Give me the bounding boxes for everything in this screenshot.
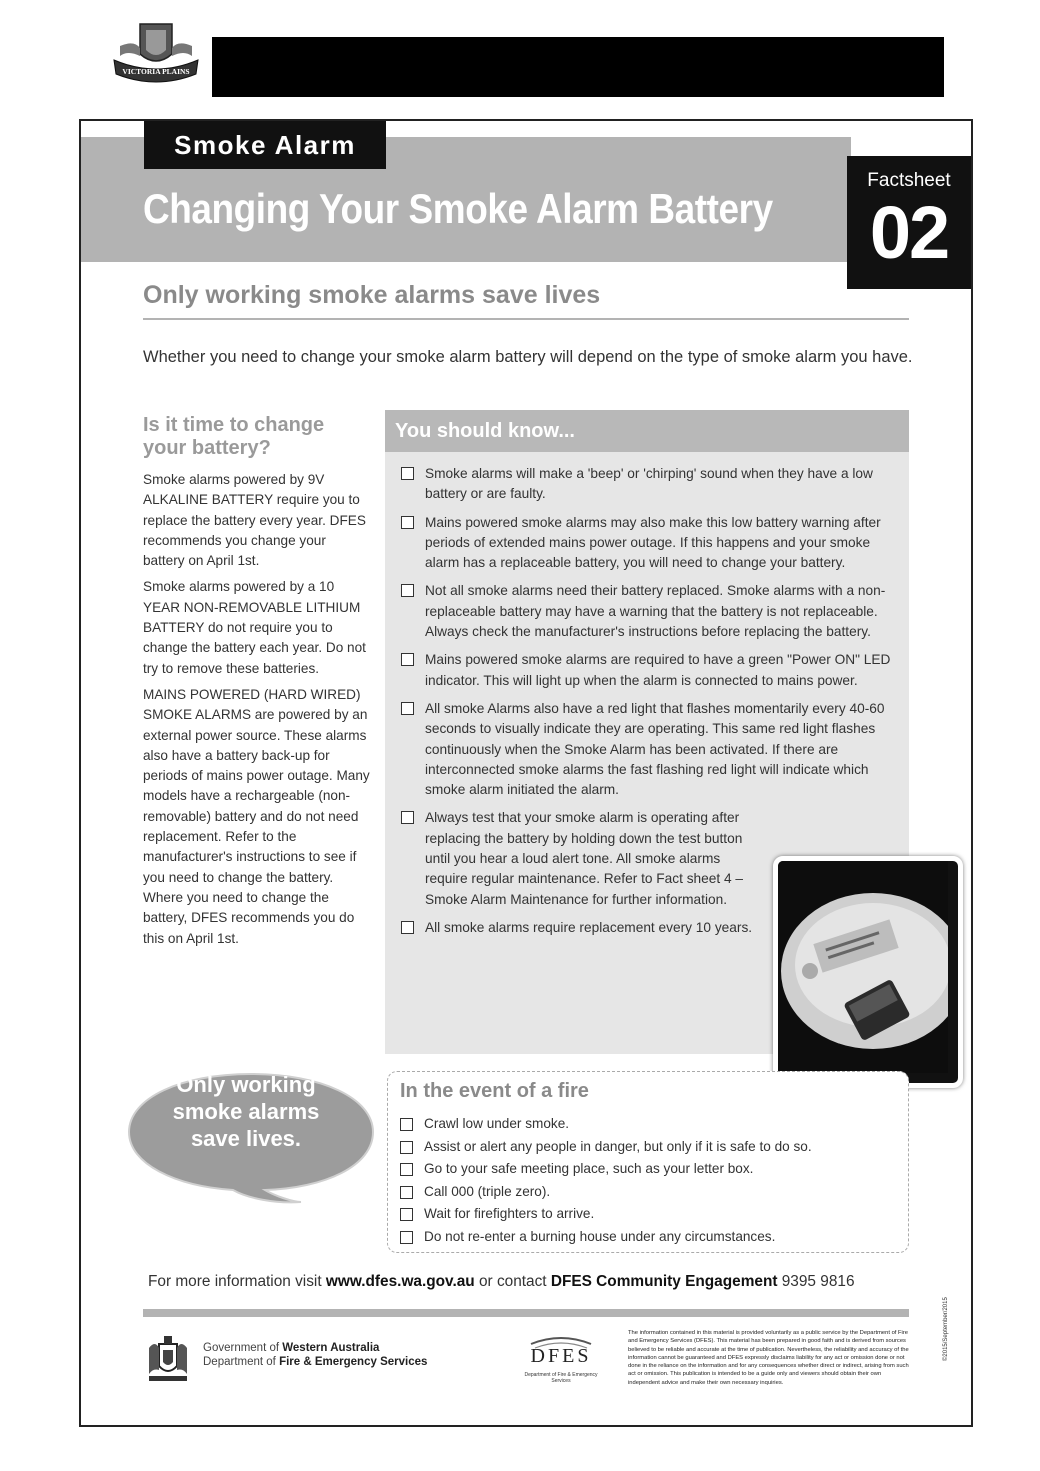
- know-item: All smoke alarms require replacement every 10 years.: [401, 918, 765, 938]
- fire-item: Assist or alert any people in danger, but only if it is safe to do so.: [400, 1136, 908, 1159]
- fire-item: Crawl low under smoke.: [400, 1113, 908, 1136]
- fire-item: Wait for firefighters to arrive.: [400, 1203, 908, 1226]
- bubble-text: Only working smoke alarms save lives.: [172, 1072, 320, 1151]
- fire-event-panel: [387, 1071, 909, 1253]
- battery-paragraph: Smoke alarms powered by a 10 YEAR NON-REMOVABLE LITHIUM BATTERY do not require you to change the battery each year. Do not try to remove these batteries.: [143, 579, 366, 676]
- factsheet-page: [79, 119, 973, 1427]
- smoke-alarm-photo: [773, 856, 963, 1088]
- checkbox-icon: [400, 1118, 413, 1131]
- redaction-bar: [212, 37, 944, 97]
- know-item: Not all smoke alarms need their battery replaced. Smoke alarms with a non-replaceable battery may have a warning that the battery is not replaceable. Always check the manufacturer's instructions before replacing the battery.: [401, 581, 895, 642]
- more-info-line: For more information visit www.dfes.wa.gov.au or contact DFES Community Engagement 9395 9816: [148, 1273, 855, 1290]
- fire-item: Do not re-enter a burning house under any circumstances.: [400, 1226, 908, 1249]
- smoke-alarm-image: [778, 861, 948, 1073]
- checkbox-icon: [401, 702, 414, 715]
- page-title: Changing Your Smoke Alarm Battery: [143, 185, 773, 232]
- battery-paragraph: MAINS POWERED (HARD WIRED) SMOKE ALARMS are powered by an external power source. These alarms also have a battery back-up for periods of mains power outage. Many models have a rechargeable (non-removable) battery and do not need replacement. Refer to the manufacturer's instructions to see if you need to change the battery. Where you need to change the battery, DFES recommends you do this on April 1st.: [143, 686, 370, 946]
- factsheet-badge: [847, 156, 971, 289]
- checkbox-icon: [400, 1141, 413, 1154]
- shire-crest-logo: [110, 20, 202, 92]
- checkbox-icon: [400, 1208, 413, 1221]
- wa-government-crest-icon: [145, 1334, 191, 1384]
- dfes-website-link[interactable]: www.dfes.wa.gov.au: [325, 1273, 475, 1290]
- fire-heading: In the event of a fire: [400, 1080, 589, 1102]
- disclaimer-text: The information contained in this material is provided voluntarily as a public service by the Department of Fire and Emergency Services (DFES). This material has been prepared in good faith and is derived from sources believed to be reliable and accurate at the time of publication. Nevertheless, the reliability and accuracy of the information cannot be guaranteed and DFES expressly disclaims liability for any act or omission done or not done in the reliance on the information and for any consequences whether direct or indirect, arising from such act or omission. This publication is intended to be a guide only and viewers should obtain their own independent advice and make their own necessary inquiries.: [628, 1330, 909, 1386]
- checkbox-icon: [401, 653, 414, 666]
- category-tag: Smoke Alarm: [144, 121, 386, 169]
- factsheet-number: 02: [869, 191, 949, 274]
- intro-paragraph: Whether you need to change your smoke alarm battery will depend on the type of smoke alarm you have.: [143, 348, 913, 366]
- contact-phone: 9395 9816: [777, 1273, 855, 1290]
- checkbox-icon: [401, 584, 414, 597]
- know-item: All smoke Alarms also have a red light that flashes momentarily every 40-60 seconds to visually indicate they are operating. This same red light flashes continuously when the Smoke Alarm has been activated. If there are interconnected smoke alarms the fast flashing red light will indicate which smoke alarm initiated the alarm.: [401, 699, 895, 800]
- know-heading: You should know...: [385, 410, 909, 452]
- battery-heading: Is it time to change your battery?: [143, 414, 325, 459]
- checkbox-icon: [401, 516, 414, 529]
- know-item: Always test that your smoke alarm is operating after replacing the battery by holding down the test button until you hear a loud alert tone. All smoke alarms require regular maintenance. Refer to Fact sheet 4 – Smoke Alarm Maintenance for further information.: [401, 808, 765, 909]
- checkbox-icon: [400, 1231, 413, 1244]
- checkbox-icon: [401, 811, 414, 824]
- checkbox-icon: [400, 1163, 413, 1176]
- subtitle: Only working smoke alarms save lives: [143, 281, 909, 320]
- checkbox-icon: [400, 1186, 413, 1199]
- know-item: Smoke alarms will make a 'beep' or 'chirping' sound when they have a low battery or are faulty.: [401, 464, 895, 505]
- know-item: Mains powered smoke alarms may also make this low battery warning after periods of extended mains power outage. If this happens and your smoke alarm has a replaceable battery, you will need to change your battery.: [401, 513, 895, 574]
- contact-org: DFES Community Engagement: [550, 1273, 778, 1290]
- fire-item: Go to your safe meeting place, such as your letter box.: [400, 1158, 908, 1181]
- checkbox-icon: [401, 467, 414, 480]
- checkbox-icon: [401, 921, 414, 934]
- fire-item: Call 000 (triple zero).: [400, 1181, 908, 1204]
- know-item: Mains powered smoke alarms are required to have a green "Power ON" LED indicator. This will light up when the alarm is connected to mains power.: [401, 650, 895, 691]
- footer-divider: [143, 1309, 909, 1317]
- dfes-name: DFES: [530, 1345, 592, 1367]
- factsheet-label: Factsheet: [867, 170, 951, 191]
- government-text: Government of Western Australia Department of Fire & Emergency Services: [203, 1342, 428, 1368]
- battery-paragraph: Smoke alarms powered by 9V ALKALINE BATTERY require you to replace the battery every year. DFES recommends you change your battery on April 1st.: [143, 472, 366, 569]
- logo-text: VICTORIA PLAINS: [122, 67, 190, 76]
- dfes-subtext: Department of Fire & Emergency Services: [524, 1372, 598, 1384]
- publication-code: ©2015/September/2015: [943, 1297, 949, 1361]
- battery-column: [143, 414, 371, 955]
